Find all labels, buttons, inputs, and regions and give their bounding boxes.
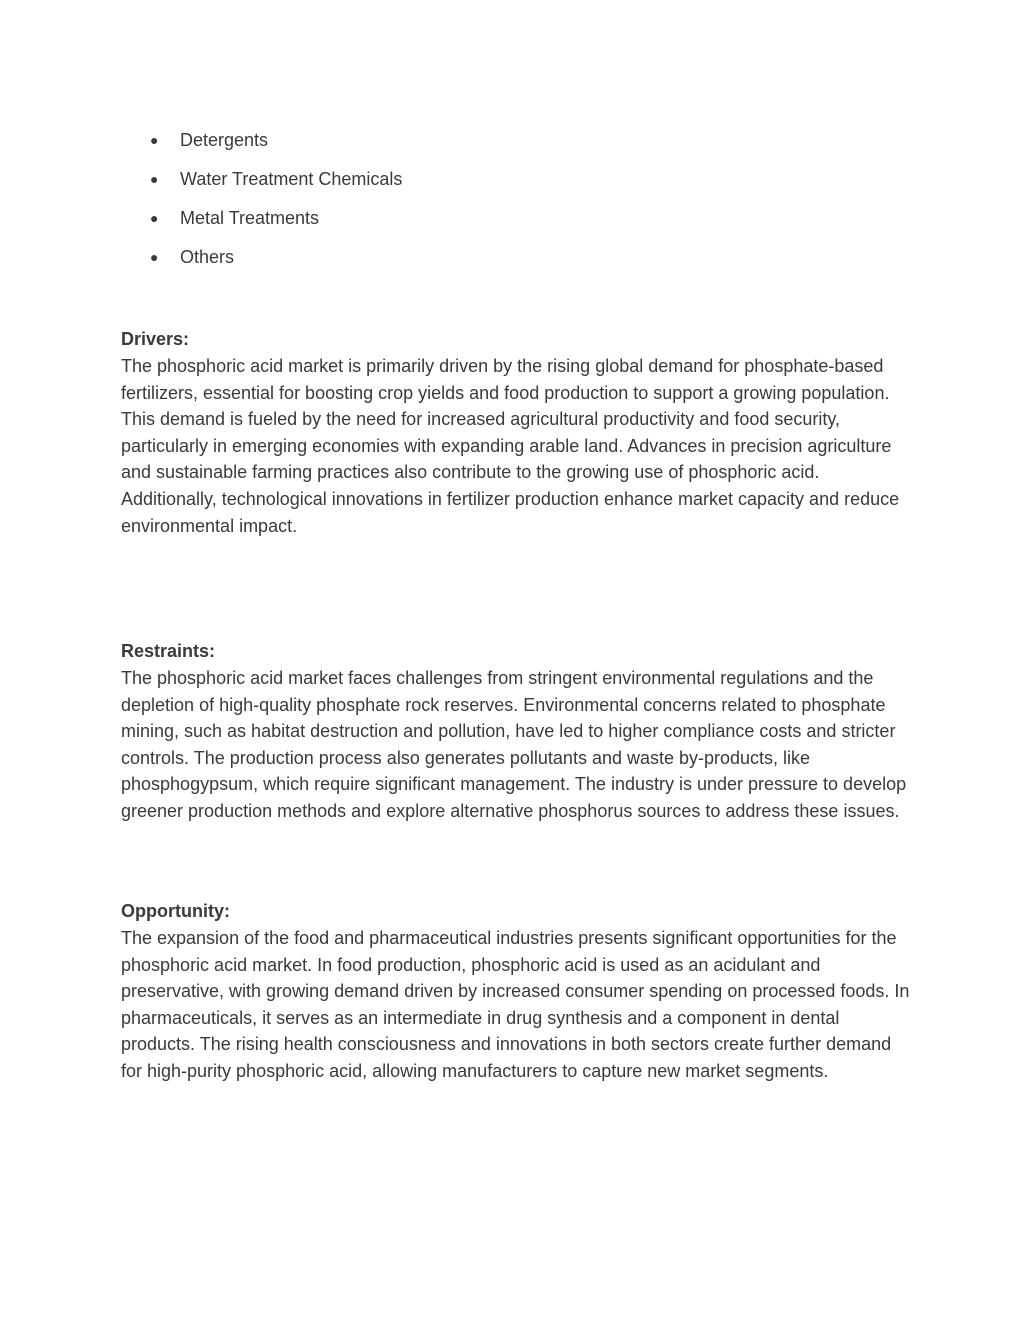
list-item-label: Detergents [180, 129, 269, 150]
restraints-section [121, 638, 911, 825]
list-item [150, 237, 402, 276]
drivers-paragraph: The phosphoric acid market is primarily driven by the rising global demand for phosphate-based fertilizers, essential for boosting crop yields and food production to support a growing population. This demand is fueled by the need for increased agricultural productivity and food security, particularly in emerging economies with expanding arable land. Advances in precision agriculture and sustainable farming practices also contribute to the growing use of phosphoric acid. Additionally, technological innovations in fertilizer production enhance market capacity and reduce environmental impact. [121, 356, 900, 536]
list-item [150, 198, 402, 237]
bullet-icon: ● [150, 209, 159, 226]
bullet-icon: ● [150, 248, 159, 265]
opportunity-heading: Opportunity: [121, 901, 230, 921]
list-item-label: Metal Treatments [180, 207, 320, 228]
opportunity-section [121, 898, 911, 1085]
list-item-label: Others [180, 246, 235, 267]
bullet-icon: ● [150, 170, 159, 187]
drivers-section [121, 326, 911, 539]
drivers-heading: Drivers: [121, 329, 190, 349]
list-item [150, 159, 402, 198]
application-bullet-list [150, 120, 402, 276]
restraints-heading: Restraints: [121, 641, 216, 661]
opportunity-paragraph: The expansion of the food and pharmaceutical industries presents significant opportunities for the phosphoric acid market. In food production, phosphoric acid is used as an acidulant and preservative, with growing demand driven by increased consumer spending on processed foods. In pharmaceuticals, it serves as an intermediate in drug synthesis and a component in dental products. The rising health consciousness and innovations in both sectors create further demand for high-purity phosphoric acid, allowing manufacturers to capture new market segments. [121, 928, 910, 1081]
list-item-label: Water Treatment Chemicals [180, 168, 403, 189]
bullet-icon: ● [150, 131, 159, 148]
restraints-paragraph: The phosphoric acid market faces challenges from stringent environmental regulations and the depletion of high-quality phosphate rock reserves. Environmental concerns related to phosphate mining, such as habitat destruction and pollution, have led to higher compliance costs and stricter controls. The production process also generates pollutants and waste by-products, like phosphogypsum, which require significant management. The industry is under pressure to develop greener production methods and explore alternative phosphorus sources to address these issues. [121, 668, 907, 821]
list-item [150, 120, 402, 159]
